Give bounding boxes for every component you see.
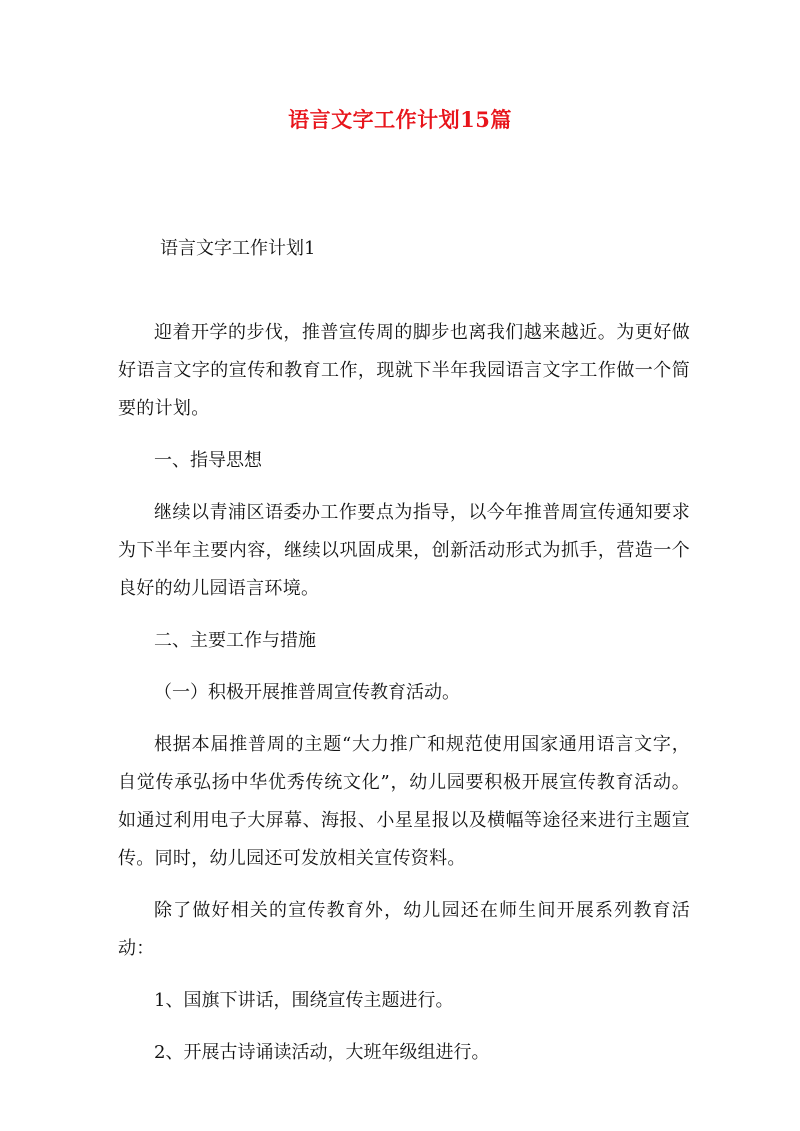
activity-item-1: 1、国旗下讲话，围绕宣传主题进行。: [154, 990, 454, 1011]
subheading-publicity: （一）积极开展推普周宣传教育活动。: [154, 682, 460, 703]
document-body: [118, 314, 690, 1086]
activities-paragraph: 除了做好相关的宣传教育外，幼儿园还在师生间开展系列教育活动：: [118, 900, 690, 959]
activity-item-2: 2、开展古诗诵读活动，大班年级组进行。: [154, 1042, 490, 1063]
guiding-ideology-paragraph: 继续以青浦区语委办工作要点为指导，以今年推普周宣传通知要求为下半年主要内容，继续以巩固成果，创新活动形式为抓手，营造一个良好的幼儿园语言环境。: [118, 502, 690, 599]
document-title: 语言文字工作计划15篇: [288, 107, 512, 132]
heading-guiding-ideology: 一、指导思想: [154, 450, 262, 471]
publicity-paragraph: 根据本届推普周的主题“大力推广和规范使用国家通用语言文字，自觉传承弘扬中华优秀传统文化”，幼儿园要积极开展宣传教育活动。如通过利用电子大屏幕、海报、小星星报以及横幅等途径来进行主题宣传。同时，幼儿园还可发放相关宣传资料。: [118, 734, 690, 869]
intro-paragraph: 迎着开学的步伐，推普宣传周的脚步也离我们越来越近。为更好做好语言文字的宣传和教育工作，现就下半年我园语言文字工作做一个简要的计划。: [118, 322, 690, 419]
section-subtitle: 语言文字工作计划1: [160, 238, 316, 259]
heading-main-work: 二、主要工作与措施: [154, 630, 316, 651]
